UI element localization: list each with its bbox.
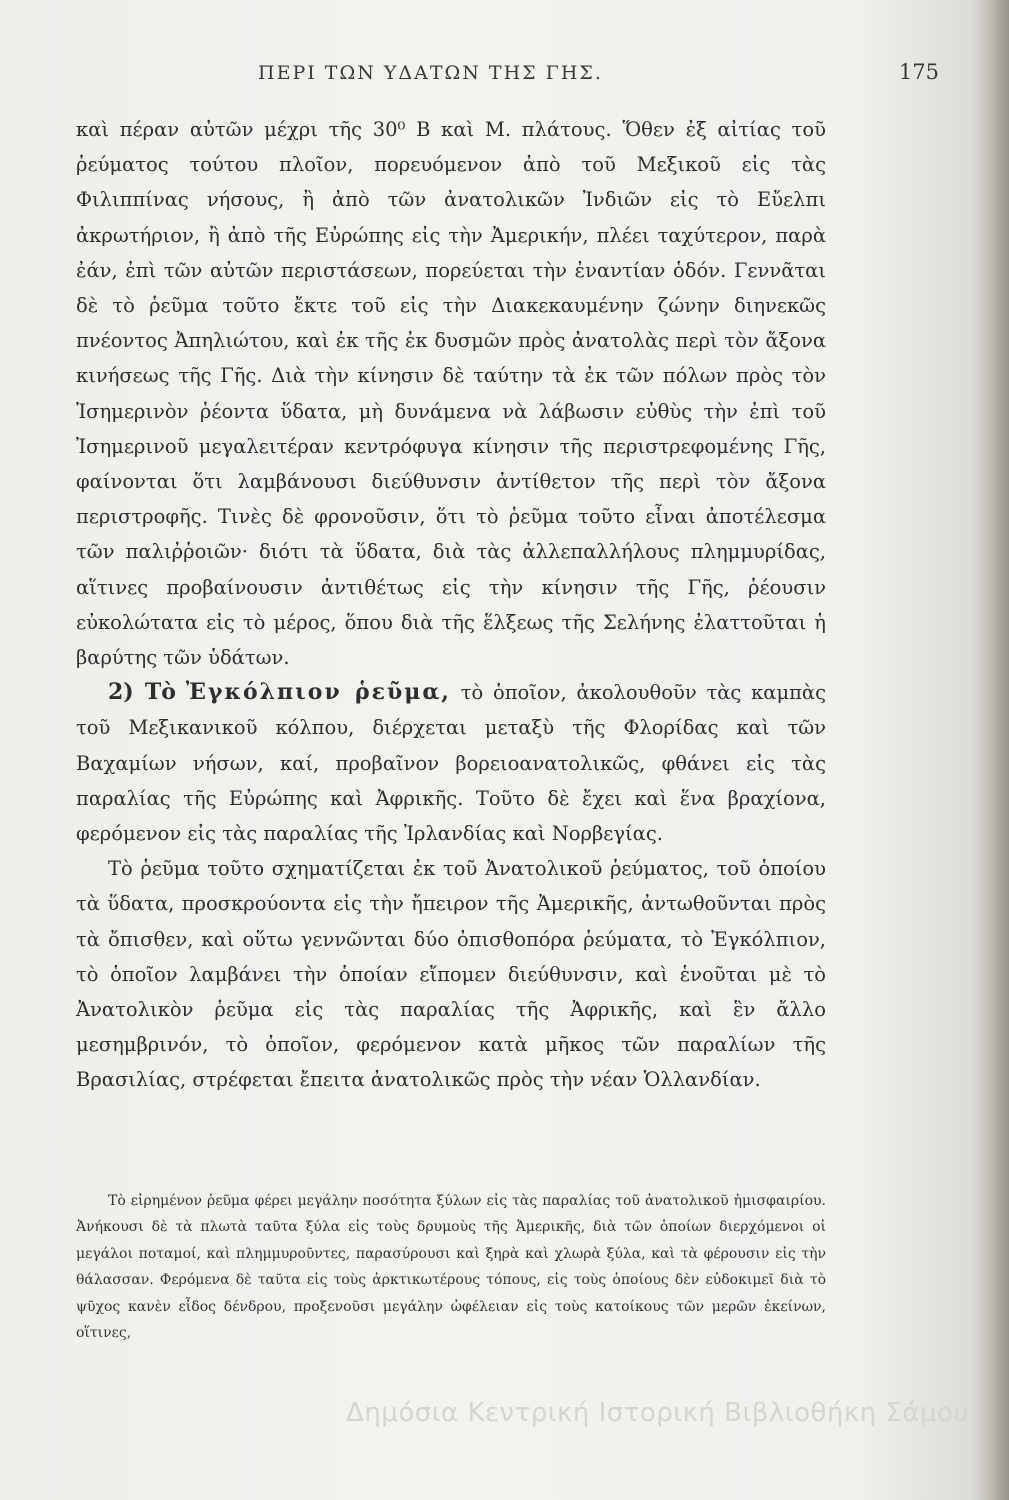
body-text — [76, 112, 826, 1098]
page-number: 175 — [898, 60, 939, 84]
running-header: ΠΕΡΙ ΤΩΝ ΥΔΑΤΩΝ ΤΗΣ ΓΗΣ. — [258, 62, 603, 84]
paragraph-3: Τὸ ῥεῦμα τοῦτο σχηματίζεται ἐκ τοῦ Ἀνατολικοῦ ῥεύματος, τοῦ ὁποίου τὰ ὕδατα, προσκρούοντα εἰς τὴν ἤπειρον τῆς Ἀμερικῆς, ἀντωθοῦνται πρὸς τὰ ὄπισθεν, καὶ οὕτω γεννῶνται δύο ὀπισθοπόρα ῥεύματα, τὸ Ἐγκόλπιον, τὸ ὁποῖον λαμβάνει τὴν ὁποίαν εἴπομεν διεύθυνσιν, καὶ ἑνοῦται μὲ τὸ Ἀνατολικὸν ῥεῦμα εἰς τὰς παραλίας τῆς Ἀφρικῆς, καὶ ἓν ἄλλο μεσημβρινόν, τὸ ὁποῖον, φερόμενον κατὰ μῆκος τῶν παραλίων τῆς Βρασιλίας, στρέφεται ἔπειτα ἀνατολικῶς πρὸς τὴν νέαν Ὁλλανδίαν. — [76, 857, 826, 1092]
footnote-text: Τὸ εἰρημένον ῥεῦμα φέρει μεγάλην ποσότητα ξύλων εἰς τὰς παραλίας τοῦ ἀνατολικοῦ ἡμισφαιρίου. Ἀνήκουσι δὲ τὰ πλωτὰ ταῦτα ξύλα εἰς τοὺς δρυμοὺς τῆς Ἀμερικῆς, διὰ τῶν ὁποίων διερχόμενοι οἱ μεγάλοι ποταμοί, καὶ πλημμυροῦντες, παρασύρουσι καὶ ξηρὰ καὶ χλωρὰ ξύλα, καὶ τὰ φέρουσιν εἰς τὴν θάλασσαν. Φερόμενα δὲ ταῦτα εἰς τοὺς ἀρκτικωτέρους τόπους, εἰς τοὺς ὁποίους δὲν εὐδοκιμεῖ διὰ τὸ ψῦχος κανὲν εἶδος δένδρου, προξενοῦσι μεγάλην ὠφέλειαν εἰς τοὺς κατοίκους τῶν μερῶν ἐκείνων, οἵτινες, — [76, 1193, 826, 1342]
footnote — [76, 1188, 826, 1346]
page-edge-shadow — [971, 0, 1009, 1500]
section-title: Ἐγκόλπιον ῥεῦμα, — [185, 679, 451, 706]
library-watermark: Δημόσια Κεντρική Ιστορική Βιβλιοθήκη Σάμου — [346, 1398, 969, 1428]
paragraph-1: καὶ πέραν αὐτῶν μέχρι τῆς 30⁰ Β καὶ Μ. πλάτους. Ὅθεν ἐξ αἰτίας τοῦ ῥεύματος τούτου πλοῖον, πορευόμενον ἀπὸ τοῦ Μεξικοῦ εἰς τὰς Φιλιππίνας νήσους, ἢ ἀπὸ τῶν ἀνατολικῶν Ἰνδιῶν εἰς τὸ Εὔελπι ἀκρωτήριον, ἢ ἀπὸ τῆς Εὐρώπης εἰς τὴν Ἀμερικήν, πλέει ταχύτερον, παρὰ ἐάν, ἐπὶ τῶν αὐτῶν περιστάσεων, πορεύεται τὴν ἐναντίαν ὁδόν. Γεννᾶται δὲ τὸ ῥεῦμα τοῦτο ἔκτε τοῦ εἰς τὴν Διακεκαυμένην ζώνην διηνεκῶς πνέοντος Ἀπηλιώτου, καὶ ἐκ τῆς ἐκ δυσμῶν πρὸς ἀνατολὰς περὶ τὸν ἄξονα κινήσεως τῆς Γῆς. Διὰ τὴν κίνησιν δὲ ταύτην τὰ ἐκ τῶν πόλων πρὸς τὸν Ἰσημερινὸν ῥέοντα ὕδατα, μὴ δυνάμενα νὰ λάβωσιν εὐθὺς τὴν ἐπὶ τοῦ Ἰσημερινοῦ μεγαλειτέραν κεντρόφυγα κίνησιν τῆς περιστρεφομένης Γῆς, φαίνονται ὅτι λαμβάνουσι διεύθυνσιν ἀντίθετον τῆς περὶ τὸν ἄξονα περιστροφῆς. Τινὲς δὲ φρονοῦσιν, ὅτι τὸ ῥεῦμα τοῦτο εἶναι ἀποτέλεσμα τῶν παλιῤῥοιῶν· διότι τὰ ὕδατα, διὰ τὰς ἀλλεπαλλήλους πλημμυρίδας, αἵτινες προβαίνουσιν ἀντιθέτως εἰς τὴν κίνησιν τῆς Γῆς, ῥέουσιν εὐκολώτατα εἰς τὸ μέρος, ὅπου διὰ τῆς ἕλξεως τῆς Σελήνης ἐλαττοῦται ἡ βαρύτης τῶν ὑδάτων. — [76, 118, 826, 670]
paragraph-2 — [76, 675, 826, 851]
paragraph-2-text: τὸ ὁποῖον, ἀκολουθοῦν τὰς καμπὰς τοῦ Μεξικανικοῦ κόλπου, διέρχεται μεταξὺ τῆς Φλορίδας καὶ τῶν Βαχαμίων νήσων, καί, προβαῖνον βορειοανατολικῶς, φθάνει εἰς τὰς παραλίας τῆς Εὐρώπης καὶ Ἀφρικῆς. Τοῦτο δὲ ἔχει καὶ ἕνα βραχίονα, φερόμενον εἰς τὰς παραλίας τῆς Ἰρλανδίας καὶ Νορβεγίας. — [76, 681, 827, 846]
section-number: 2) Τὸ — [108, 679, 176, 706]
